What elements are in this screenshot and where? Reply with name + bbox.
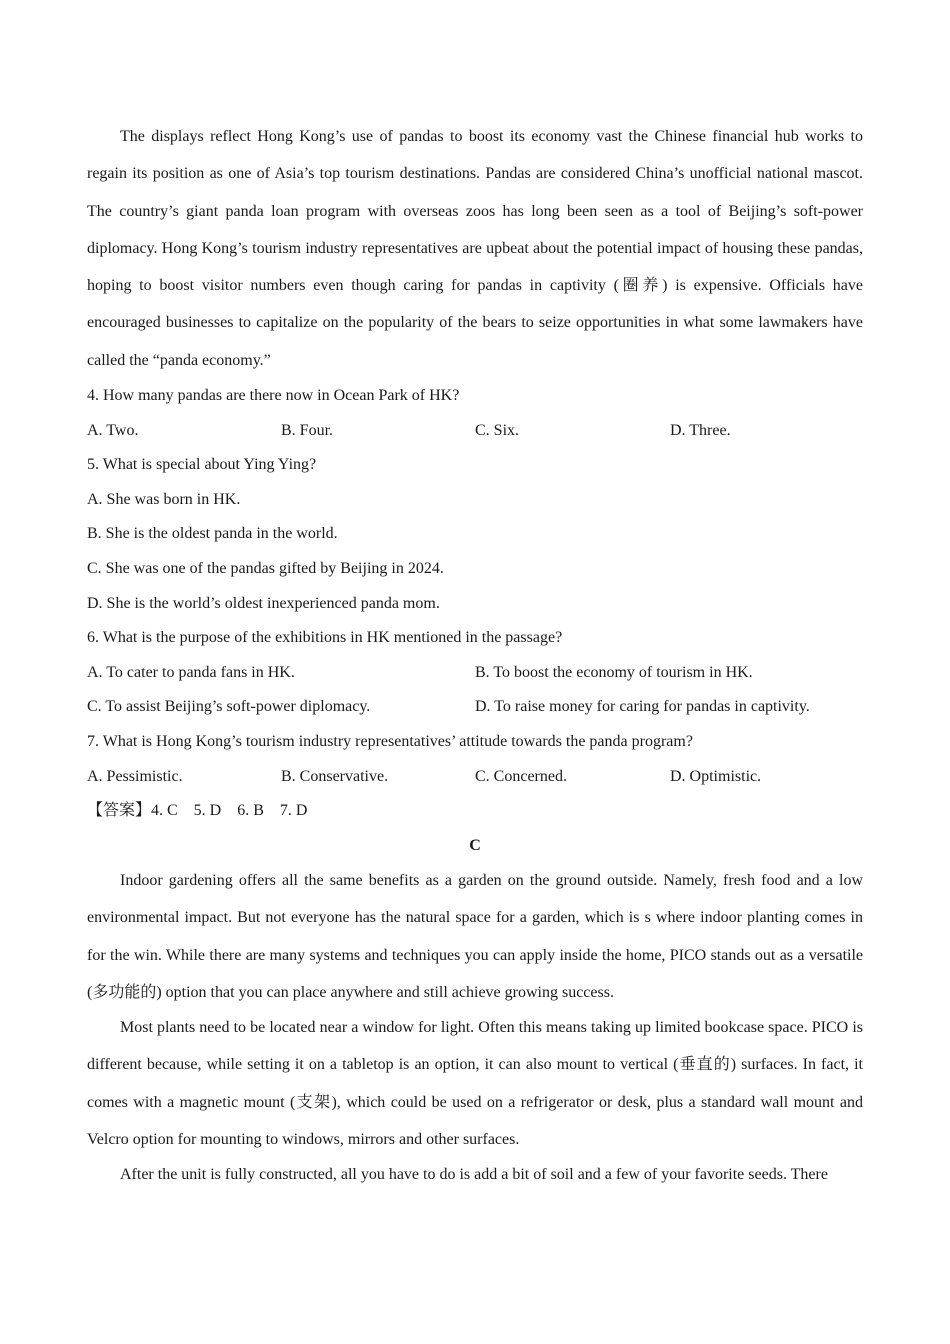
section-c-paragraph-3: After the unit is fully constructed, all you have to do is add a bit of soil and a few of your favorite seeds. There (120, 1166, 828, 1183)
question-7-option-a: A. Pessimistic. (87, 768, 183, 785)
question-7-option-b: B. Conservative. (281, 768, 389, 785)
question-7-option-d: D. Optimistic. (670, 768, 762, 785)
question-4-option-c: C. Six. (475, 422, 520, 439)
question-7-option-c: C. Concerned. (475, 768, 567, 785)
question-5-option-d: D. She is the world’s oldest inexperienced panda mom. (87, 595, 440, 612)
passage-b-paragraph: The displays reflect Hong Kong’s use of pandas to boost its economy vast the Chinese financial hub works to regain its position as one of Asia’s top tourism destinations. Pandas are considered China’s unofficial national mascot. The country’s giant panda loan program with overseas zoos has long been seen as a tool of Beijing’s soft-power diplomacy. Hong Kong’s tourism industry representatives are upbeat about the potential impact of housing these pandas, hoping to boost visitor numbers even though caring for pandas in captivity (圈养) is expensive. Officials have encouraged businesses to capitalize on the popularity of the bears to seize opportunities in what some lawmakers have called the “panda economy.” (87, 128, 863, 369)
question-6-option-a: A. To cater to panda fans in HK. (87, 664, 295, 681)
question-4-option-a: A. Two. (87, 422, 139, 439)
question-6-stem: 6. What is the purpose of the exhibitions in HK mentioned in the passage? (87, 629, 563, 646)
question-5-option-a: A. She was born in HK. (87, 491, 241, 508)
section-c-heading: C (469, 837, 481, 854)
question-5-option-b: B. She is the oldest panda in the world. (87, 525, 338, 542)
question-6-option-b: B. To boost the economy of tourism in HK. (475, 664, 753, 681)
question-4-stem: 4. How many pandas are there now in Ocean Park of HK? (87, 387, 460, 404)
answer-key: 【答案】4. C 5. D 6. B 7. D (87, 802, 308, 819)
question-7-stem: 7. What is Hong Kong’s tourism industry representatives’ attitude towards the panda program? (87, 733, 693, 750)
section-c-paragraph-1: Indoor gardening offers all the same benefits as a garden on the ground outside. Namely, fresh food and a low environmental impact. But not everyone has the natural space for a garden, which is s where indoor planting comes in for the win. While there are many systems and techniques you can apply inside the home, PICO stands out as a versatile (多功能的) option that you can place anywhere and still achieve growing success. (87, 872, 863, 1001)
question-5-option-c: C. She was one of the pandas gifted by Beijing in 2024. (87, 560, 444, 577)
question-6-option-d: D. To raise money for caring for pandas in captivity. (475, 698, 810, 715)
question-4-option-d: D. Three. (670, 422, 731, 439)
question-6-option-c: C. To assist Beijing’s soft-power diplomacy. (87, 698, 371, 715)
section-c-paragraph-2: Most plants need to be located near a window for light. Often this means taking up limited bookcase space. PICO is different because, while setting it on a tabletop is an option, it can also mount to vertical (垂直的) surfaces. In fact, it comes with a magnetic mount (支架), which could be used on a refrigerator or desk, plus a standard wall mount and Velcro option for mounting to windows, mirrors and other surfaces. (87, 1019, 863, 1148)
question-4-option-b: B. Four. (281, 422, 334, 439)
question-5-stem: 5. What is special about Ying Ying? (87, 456, 317, 473)
